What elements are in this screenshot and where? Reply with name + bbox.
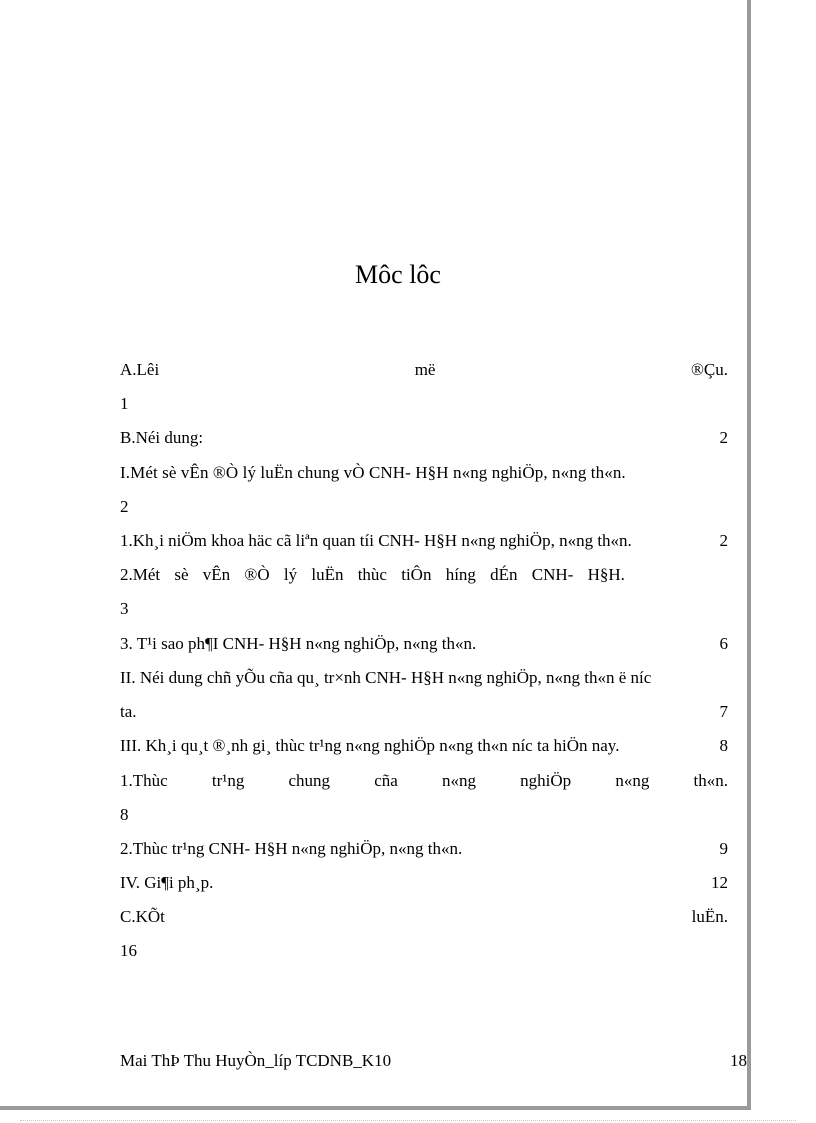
toc-word: tr¹ng <box>211 771 245 790</box>
footer-page-number: 18 <box>730 1051 747 1070</box>
toc-entry-label: ta. <box>120 702 137 721</box>
page-shadow-right <box>747 0 751 1108</box>
toc-word: më <box>414 360 436 379</box>
toc-entry-section-1: I.Mét sè vÊn ®Ò lý luËn chung vÒ CNH- H§H n«ng nghiÖp, n«ng th«n. <box>120 463 626 482</box>
toc-word: C.KÕt <box>120 907 165 926</box>
footer-author: Mai ThÞ Thu HuyÒn_líp TCDNB_K10 <box>120 1051 392 1070</box>
toc-page-number: 12 <box>711 873 728 892</box>
toc-page-number: 8 <box>719 736 728 755</box>
toc-page-number: 3 <box>120 599 129 618</box>
toc-page-number: 7 <box>719 702 728 721</box>
toc-entry-1-3 <box>120 631 728 657</box>
toc-entry-label: 3. T¹i sao ph¶I CNH- H§H n«ng nghiÖp, n«ng th«n. <box>120 634 477 653</box>
toc-page-number: 2 <box>120 497 129 516</box>
page-shadow-bottom <box>0 1106 751 1110</box>
toc-entry-conclusion <box>120 904 728 930</box>
toc-entry-label: B.Néi dung: <box>120 428 204 447</box>
toc-entry-3-1 <box>120 768 728 794</box>
toc-page-number: 2 <box>719 531 728 550</box>
toc-title: Môc lôc <box>355 260 441 289</box>
toc-entry-intro <box>120 357 728 383</box>
toc-page-number: 8 <box>120 805 129 824</box>
toc-word: ®Çu. <box>690 360 728 379</box>
toc-word: cña <box>374 771 398 790</box>
toc-word: chung <box>288 771 331 790</box>
toc-entry-label: IV. Gi¶i ph¸p. <box>120 873 214 892</box>
toc-word: nghiÖp <box>520 771 572 790</box>
toc-page-number: 6 <box>719 634 728 653</box>
page-separator <box>20 1120 796 1121</box>
toc-entry-1-1 <box>120 528 728 554</box>
toc-entry-label: III. Kh¸i qu¸t ®¸nh gi¸ thùc tr¹ng n«ng nghiÖp n«ng th«n níc ta hiÖn nay. <box>120 736 620 755</box>
toc-page-number: 2 <box>719 428 728 447</box>
toc-page-number: 16 <box>120 941 137 960</box>
toc-word: th«n. <box>693 771 728 790</box>
toc-entry-section-2: II. Néi dung chñ yÕu cña qu¸ tr×nh CNH- H§H n«ng nghiÖp, n«ng th«n ë níc <box>120 668 652 687</box>
toc-word: luËn. <box>691 907 728 926</box>
toc-entry-label: 2.Thùc tr¹ng CNH- H§H n«ng nghiÖp, n«ng th«n. <box>120 839 463 858</box>
toc-page-number: 9 <box>719 839 728 858</box>
toc-entry-label: 1.Kh¸i niÖm khoa häc cã liªn quan tíi CNH- H§H n«ng nghiÖp, n«ng th«n. <box>120 531 632 550</box>
toc-page-number: 1 <box>120 394 129 413</box>
toc-word: 1.Thùc <box>120 771 168 790</box>
toc-word: n«ng <box>615 771 650 790</box>
toc-word: A.Lêi <box>120 360 160 379</box>
toc-entry-content <box>120 425 728 451</box>
toc-entry-1-2: 2.Mét sè vÊn ®Ò lý luËn thùc tiÔn híng dÉn CNH- H§H. <box>120 565 625 584</box>
toc-entry-section-4 <box>120 870 728 896</box>
toc-entry-section-2-cont <box>120 699 728 725</box>
toc-entry-3-2 <box>120 836 728 862</box>
toc-word: n«ng <box>442 771 476 790</box>
toc-entry-section-3 <box>120 733 728 759</box>
